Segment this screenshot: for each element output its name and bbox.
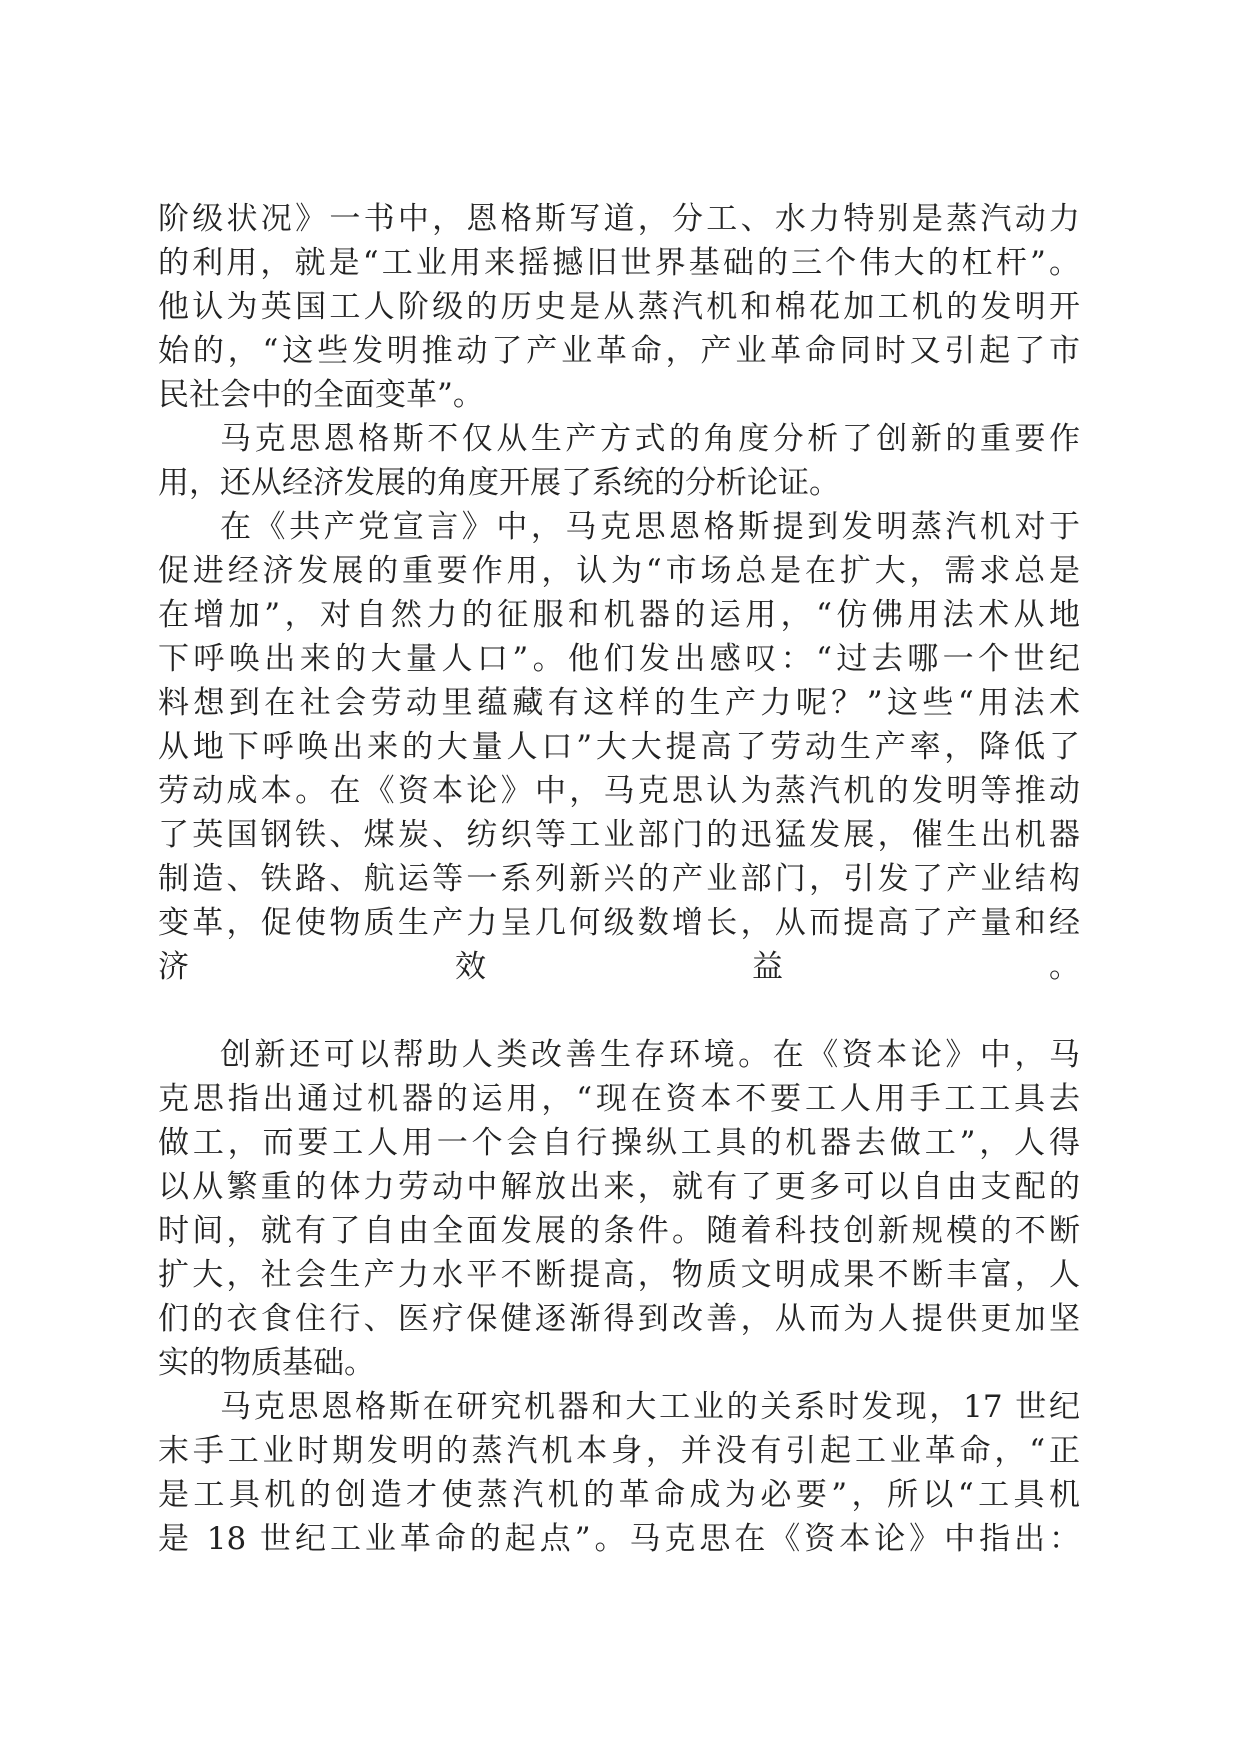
text-line: 用，还从经济发展的角度开展了系统的分析论证。: [158, 465, 840, 501]
paragraph-1: [158, 197, 1080, 417]
text-line: 他认为英国工人阶级的历史是从蒸汽机和棉花加工机的发明开: [158, 289, 1080, 325]
paragraph-2: [158, 417, 1080, 505]
paragraph-4: [158, 1033, 1080, 1385]
text-line: 变革，促使物质生产力呈几何级数增长，从而提高了产量和经: [158, 905, 1080, 941]
text-line: 是 18 世纪工业革命的起点”。马克思在《资本论》中指出：: [158, 1521, 1080, 1557]
text-line: 从地下呼唤出来的大量人口”大大提高了劳动生产率，降低了: [158, 729, 1080, 765]
text-line: 制造、铁路、航运等一系列新兴的产业部门，引发了产业结构: [158, 861, 1080, 897]
paragraph-3: [158, 505, 1080, 1033]
text-line: 们的衣食住行、医疗保健逐渐得到改善，从而为人提供更加坚: [158, 1301, 1080, 1337]
text-line: 在《共产党宣言》中，马克思恩格斯提到发明蒸汽机对于: [220, 509, 1080, 545]
text-line: 了英国钢铁、煤炭、纺织等工业部门的迅猛发展，催生出机器: [158, 817, 1080, 853]
text-line: 民社会中的全面变革”。: [158, 377, 484, 413]
text-line: 下呼唤出来的大量人口”。他们发出感叹：“过去哪一个世纪: [158, 641, 1080, 677]
text-line: 做工，而要工人用一个会自行操纵工具的机器去做工”，人得: [158, 1125, 1080, 1161]
body-text: [158, 197, 1080, 1561]
text-line: 促进经济发展的重要作用，认为“市场总是在扩大，需求总是: [158, 553, 1080, 589]
text-line: 阶级状况》一书中，恩格斯写道，分工、水力特别是蒸汽动力: [158, 201, 1080, 237]
text-line: 马克思恩格斯在研究机器和大工业的关系时发现，17 世纪: [220, 1389, 1080, 1425]
paragraph-5: [158, 1385, 1080, 1561]
text-line: 创新还可以帮助人类改善生存环境。在《资本论》中，马: [220, 1037, 1080, 1073]
text-line: [158, 989, 1080, 1033]
text-line: 以从繁重的体力劳动中解放出来，就有了更多可以自由支配的: [158, 1169, 1080, 1205]
text-line: 实的物质基础。: [158, 1345, 375, 1381]
text-line: 马克思恩格斯不仅从生产方式的角度分析了创新的重要作: [220, 421, 1080, 457]
text-line: 的利用，就是“工业用来摇撼旧世界基础的三个伟大的杠杆”。: [158, 245, 1080, 281]
text-line: 料想到在社会劳动里蕴藏有这样的生产力呢？”这些“用法术: [158, 685, 1080, 721]
text-line: 时间，就有了自由全面发展的条件。随着科技创新规模的不断: [158, 1213, 1080, 1249]
text-line: 是工具机的创造才使蒸汽机的革命成为必要”，所以“工具机: [158, 1477, 1080, 1513]
text-line: 扩大，社会生产力水平不断提高，物质文明成果不断丰富，人: [158, 1257, 1080, 1293]
text-line: 在增加”，对自然力的征服和机器的运用，“仿佛用法术从地: [158, 597, 1080, 633]
text-line: 克思指出通过机器的运用，“现在资本不要工人用手工工具去: [158, 1081, 1080, 1117]
text-line: 劳动成本。在《资本论》中，马克思认为蒸汽机的发明等推动: [158, 773, 1080, 809]
text-line: 始的，“这些发明推动了产业革命，产业革命同时又引起了市: [158, 333, 1080, 369]
text-line: 末手工业时期发明的蒸汽机本身，并没有引起工业革命，“正: [158, 1433, 1080, 1469]
text-line: 济效益。: [158, 949, 1080, 985]
